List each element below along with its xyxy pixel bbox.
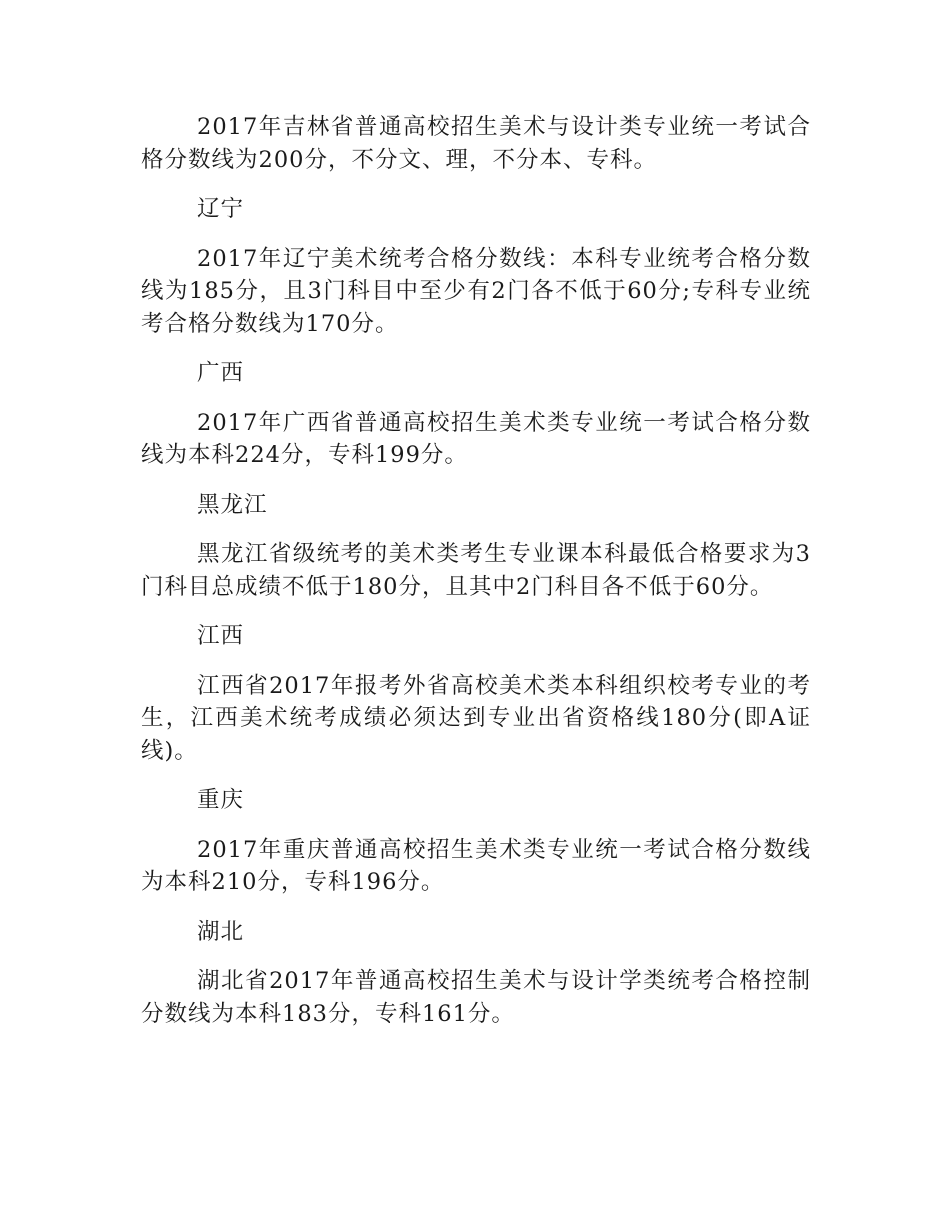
paragraph-guangxi: 2017年广西省普通高校招生美术类专业统一考试合格分数线为本科224分，专科199分。 — [141, 409, 811, 468]
document-body — [141, 111, 811, 1047]
paragraph-jilin: 2017年吉林省普通高校招生美术与设计类专业统一考试合格分数线为200分，不分文、理，不分本、专科。 — [141, 114, 811, 173]
paragraph-chongqing: 2017年重庆普通高校招生美术类专业统一考试合格分数线为本科210分，专科196分。 — [141, 836, 811, 895]
heading-guangxi: 广西 — [197, 360, 245, 386]
heading-hubei: 湖北 — [197, 918, 245, 945]
heading-heilongjiang: 黑龙江 — [197, 491, 268, 518]
paragraph-heilongjiang: 黑龙江省级统考的美术类考生专业课本科最低合格要求为3门科目总成绩不低于180分，且其中2门科目各不低于60分。 — [141, 541, 811, 600]
heading-jiangxi: 江西 — [197, 623, 245, 649]
heading-chongqing: 重庆 — [197, 787, 245, 813]
heading-liaoning: 辽宁 — [197, 196, 245, 222]
paragraph-hubei: 湖北省2017年普通高校招生美术与设计学类统考合格控制分数线为本科183分，专科161分。 — [141, 968, 811, 1027]
paragraph-liaoning: 2017年辽宁美术统考合格分数线：本科专业统考合格分数线为185分，且3门科目中至少有2门各不低于60分;专科专业统考合格分数线为170分。 — [141, 245, 811, 337]
paragraph-jiangxi: 江西省2017年报考外省高校美术类本科组织校考专业的考生，江西美术统考成绩必须达到专业出省资格线180分(即A证线)。 — [141, 672, 811, 764]
